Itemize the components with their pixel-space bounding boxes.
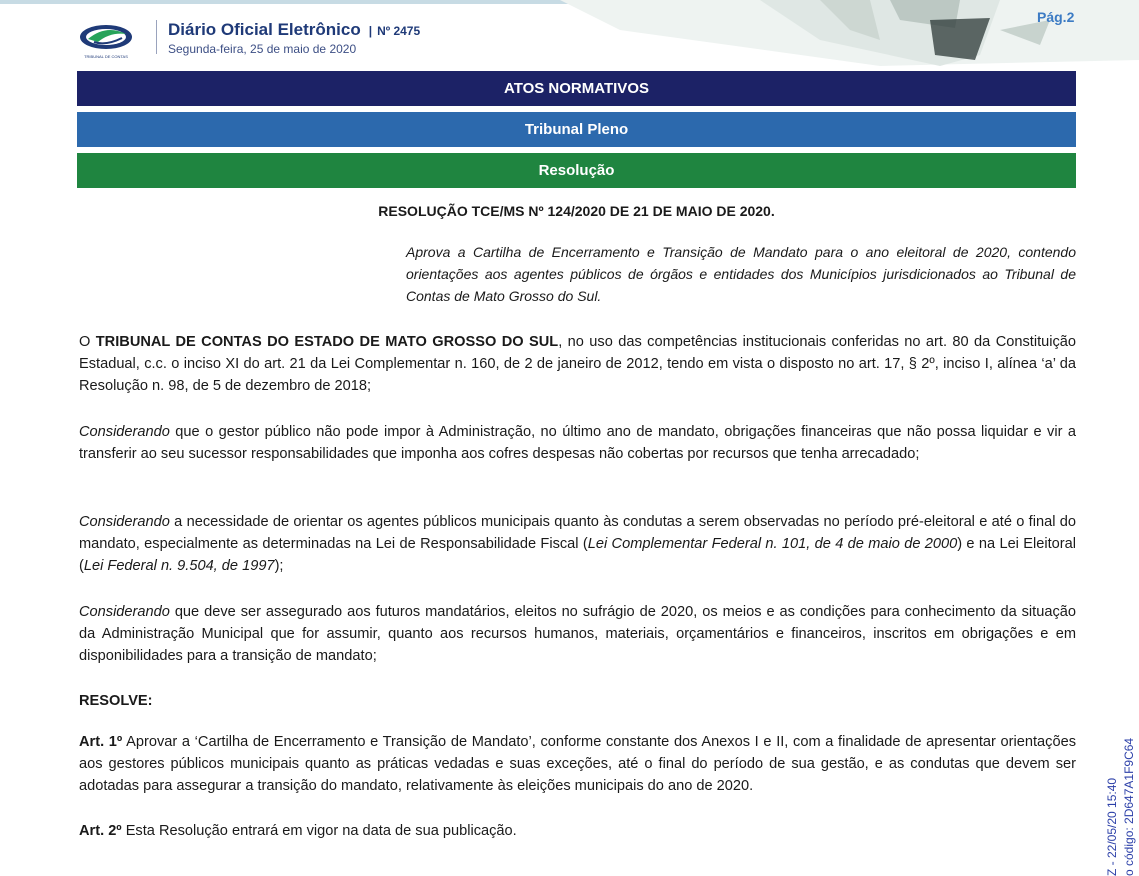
paper-title: Diário Oficial Eletrônico <box>168 20 361 39</box>
preamble-paragraph <box>79 331 1076 397</box>
considerando-text: que o gestor público não pode impor à Administração, no último ano de mandato, obrigações financeiras que não possa liquidar e vir a transferir ao seu sucessor responsabilidades que imponha aos cofres despesas não cobertas por recursos que tenha arrecadado; <box>79 424 1076 462</box>
resolve-heading: RESOLVE: <box>79 693 153 709</box>
law-reference: Lei Federal n. 9.504, de 1997 <box>83 558 275 574</box>
masthead <box>168 20 420 56</box>
type-band <box>77 153 1076 188</box>
considerando-lead: Considerando <box>79 514 170 530</box>
considerando-2 <box>79 511 1076 577</box>
considerando-text: a necessidade de orientar os agentes públicos municipais quanto às condutas a serem observadas no período pré-eleitoral e até o final do mandato, especialmente as determinadas na Lei de Responsabilidade Fiscal ( <box>79 514 1076 552</box>
article-text: Esta Resolução entrará em vigor na data de sua publicação. <box>121 823 517 839</box>
article-label: Art. 2º <box>79 823 122 839</box>
page-header <box>0 0 1139 70</box>
considerando-lead: Considerando <box>79 424 170 440</box>
considerando-1 <box>79 421 1076 465</box>
section-label: ATOS NORMATIVOS <box>503 80 649 97</box>
edition-number: Nº 2475 <box>377 24 421 38</box>
ementa: Aprova a Cartilha de Encerramento e Transição de Mandato para o ano eleitoral de 2020, contendo orientações aos agentes públicos de órgãos e entidades dos Municípios jurisdicionados ao Tribunal de Contas de Mato Grosso do Sul. <box>406 244 1076 304</box>
page-number: Pág.2 <box>1037 9 1075 25</box>
article-text: Aprovar a ‘Cartilha de Encerramento e Transição de Mandato’, conforme constante dos Anexos I e II, com a finalidade de apresentar orientações aos gestores públicos municipais quanto as práticas vedadas e suas exceções, até o final do período de sua gestão, e as condutas que devem ser adotadas para assegurar a transição do mandato, relativamente às eleições municipais do ano de 2020. <box>79 734 1076 794</box>
considerando-text: que deve ser assegurado aos futuros mandatários, eleitos no sufrágio de 2020, os meios e as condições para conhecimento da situação da Administração Municipal que for assumir, quanto aos recursos humanos, materiais, orçamentários e financeiros, inscritos em obrigações e em disponibilidades para a transição de mandato; <box>79 604 1076 664</box>
considerando-3 <box>79 601 1076 667</box>
edition-separator: | <box>368 24 373 38</box>
law-reference: Lei Complementar Federal n. 101, de 4 de maio de 2000 <box>587 536 958 552</box>
considerando-text: ); <box>274 558 284 574</box>
preamble-entity: TRIBUNAL DE CONTAS DO ESTADO DE MATO GROSSO DO SUL <box>95 334 559 350</box>
article-label: Art. 1º <box>79 734 123 750</box>
preamble-lead: O <box>79 334 96 350</box>
stamp-line-2: o código: 2D647A1F9C64 <box>1122 737 1136 876</box>
body-band <box>77 112 1076 147</box>
type-label: Resolução <box>538 162 615 179</box>
signature-stamp <box>1103 700 1139 876</box>
article-1 <box>79 731 1076 797</box>
section-band <box>77 71 1076 106</box>
considerando-lead: Considerando <box>79 604 170 620</box>
issue-date: Segunda-feira, 25 de maio de 2020 <box>168 42 357 56</box>
stamp-line-1: Z - 22/05/20 15:40 <box>1105 777 1119 876</box>
considerando-text: ) e na Lei Eleitoral ( <box>79 536 1076 574</box>
logo-caption: TRIBUNAL DE CONTAS <box>84 54 128 59</box>
article-2 <box>79 820 1076 842</box>
tribunal-logo-icon <box>76 20 136 62</box>
body-label: Tribunal Pleno <box>524 121 629 138</box>
resolution-title: RESOLUÇÃO TCE/MS Nº 124/2020 DE 21 DE MAIO DE 2020. <box>378 203 775 219</box>
preamble-text: , no uso das competências institucionais conferidas no art. 80 da Constituição Estadual, c.c. o inciso XI do art. 21 da Lei Complementar n. 160, de 2 de janeiro de 2012, tendo em vista o disposto no art. 17, § 2º, inciso I, alínea ‘a’ da Resolução n. 98, de 5 de dezembro de 2018; <box>79 334 1077 394</box>
masthead-divider <box>156 20 157 54</box>
